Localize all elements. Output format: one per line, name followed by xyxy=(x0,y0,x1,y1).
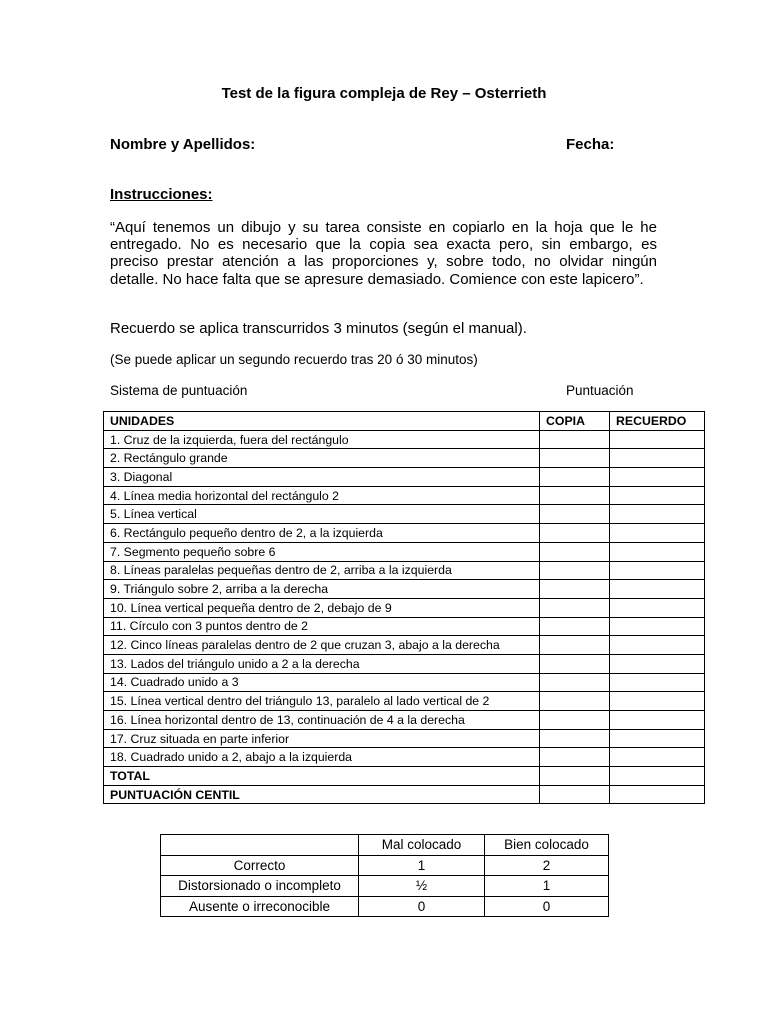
unit-label: 12. Cinco líneas paralelas dentro de 2 que cruzan 3, abajo a la derecha xyxy=(104,636,540,655)
table-row xyxy=(104,654,705,673)
table-row xyxy=(104,449,705,468)
legend-header-row xyxy=(161,835,609,856)
recall-cell[interactable] xyxy=(610,711,705,730)
recall-cell[interactable] xyxy=(610,468,705,487)
copy-cell[interactable] xyxy=(540,598,610,617)
table-row xyxy=(161,855,609,876)
recall-cell[interactable] xyxy=(610,598,705,617)
unit-label: 9. Triángulo sobre 2, arriba a la derecha xyxy=(104,580,540,599)
table-row xyxy=(104,729,705,748)
recall-total-cell[interactable] xyxy=(610,767,705,786)
total-row xyxy=(104,767,705,786)
name-label: Nombre y Apellidos: xyxy=(110,136,256,153)
table-row xyxy=(104,468,705,487)
recall-cell[interactable] xyxy=(610,505,705,524)
copy-cell[interactable] xyxy=(540,542,610,561)
unit-label: 8. Líneas paralelas pequeñas dentro de 2, arriba a la izquierda xyxy=(104,561,540,580)
table-row xyxy=(161,876,609,897)
legend-corner-cell xyxy=(161,835,359,856)
recall-centile-cell[interactable] xyxy=(610,785,705,804)
recall-cell[interactable] xyxy=(610,729,705,748)
copy-cell[interactable] xyxy=(540,654,610,673)
table-row xyxy=(104,617,705,636)
units-header: UNIDADES xyxy=(104,412,540,431)
table-row xyxy=(104,580,705,599)
centile-row xyxy=(104,785,705,804)
units-header-row xyxy=(104,412,705,431)
unit-label: 17. Cruz situada en parte inferior xyxy=(104,729,540,748)
copy-cell[interactable] xyxy=(540,580,610,599)
date-label: Fecha: xyxy=(566,136,615,153)
recall-cell[interactable] xyxy=(610,486,705,505)
well-placed-header: Bien colocado xyxy=(485,835,609,856)
instructions-heading: Instrucciones: xyxy=(110,186,213,203)
copy-cell[interactable] xyxy=(540,505,610,524)
misplaced-header: Mal colocado xyxy=(359,835,485,856)
recall-cell[interactable] xyxy=(610,542,705,561)
unit-label: 16. Línea horizontal dentro de 13, continuación de 4 a la derecha xyxy=(104,711,540,730)
copy-total-cell[interactable] xyxy=(540,767,610,786)
recall-cell[interactable] xyxy=(610,524,705,543)
copy-cell[interactable] xyxy=(540,449,610,468)
copy-cell[interactable] xyxy=(540,617,610,636)
total-label: TOTAL xyxy=(104,767,540,786)
unit-label: 6. Rectángulo pequeño dentro de 2, a la izquierda xyxy=(104,524,540,543)
legend-bien-value: 1 xyxy=(485,876,609,897)
page-title: Test de la figura compleja de Rey – Osterrieth xyxy=(221,85,547,102)
table-row xyxy=(104,430,705,449)
table-row xyxy=(104,711,705,730)
unit-label: 3. Diagonal xyxy=(104,468,540,487)
table-row xyxy=(161,896,609,917)
centile-label: PUNTUACIÓN CENTIL xyxy=(104,785,540,804)
unit-label: 15. Línea vertical dentro del triángulo 13, paralelo al lado vertical de 2 xyxy=(104,692,540,711)
recall-cell[interactable] xyxy=(610,430,705,449)
unit-label: 14. Cuadrado unido a 3 xyxy=(104,673,540,692)
legend-mal-value: 1 xyxy=(359,855,485,876)
legend-label: Correcto xyxy=(161,855,359,876)
copy-cell[interactable] xyxy=(540,692,610,711)
scoring-label: Puntuación xyxy=(566,383,634,398)
legend-bien-value: 0 xyxy=(485,896,609,917)
scoring-legend-table xyxy=(160,834,609,917)
legend-label: Ausente o irreconocible xyxy=(161,896,359,917)
table-row xyxy=(104,542,705,561)
legend-mal-value: ½ xyxy=(359,876,485,897)
recall-note: (Se puede aplicar un segundo recuerdo tras 20 ó 30 minutos) xyxy=(110,352,478,367)
table-row xyxy=(104,748,705,767)
recall-cell[interactable] xyxy=(610,561,705,580)
copy-cell[interactable] xyxy=(540,524,610,543)
legend-label: Distorsionado o incompleto xyxy=(161,876,359,897)
legend-bien-value: 2 xyxy=(485,855,609,876)
unit-label: 4. Línea media horizontal del rectángulo 2 xyxy=(104,486,540,505)
table-row xyxy=(104,692,705,711)
legend-mal-value: 0 xyxy=(359,896,485,917)
copy-cell[interactable] xyxy=(540,729,610,748)
copy-cell[interactable] xyxy=(540,673,610,692)
recall-header: RECUERDO xyxy=(610,412,705,431)
recall-text: Recuerdo se aplica transcurridos 3 minutos (según el manual). xyxy=(110,320,527,337)
unit-label: 2. Rectángulo grande xyxy=(104,449,540,468)
recall-cell[interactable] xyxy=(610,636,705,655)
copy-centile-cell[interactable] xyxy=(540,785,610,804)
unit-label: 10. Línea vertical pequeña dentro de 2, debajo de 9 xyxy=(104,598,540,617)
copy-cell[interactable] xyxy=(540,561,610,580)
unit-label: 1. Cruz de la izquierda, fuera del rectángulo xyxy=(104,430,540,449)
unit-label: 5. Línea vertical xyxy=(104,505,540,524)
recall-cell[interactable] xyxy=(610,617,705,636)
copy-cell[interactable] xyxy=(540,711,610,730)
copy-cell[interactable] xyxy=(540,636,610,655)
recall-cell[interactable] xyxy=(610,449,705,468)
copy-cell[interactable] xyxy=(540,486,610,505)
table-row xyxy=(104,598,705,617)
recall-cell[interactable] xyxy=(610,580,705,599)
recall-cell[interactable] xyxy=(610,748,705,767)
table-row xyxy=(104,636,705,655)
copy-cell[interactable] xyxy=(540,468,610,487)
unit-label: 11. Círculo con 3 puntos dentro de 2 xyxy=(104,617,540,636)
table-row xyxy=(104,524,705,543)
copy-cell[interactable] xyxy=(540,748,610,767)
unit-label: 7. Segmento pequeño sobre 6 xyxy=(104,542,540,561)
scoring-system-label: Sistema de puntuación xyxy=(110,383,248,398)
units-table xyxy=(103,411,705,804)
table-row xyxy=(104,673,705,692)
table-row xyxy=(104,561,705,580)
copy-cell[interactable] xyxy=(540,430,610,449)
recall-cell[interactable] xyxy=(610,692,705,711)
unit-label: 18. Cuadrado unido a 2, abajo a la izquierda xyxy=(104,748,540,767)
table-row xyxy=(104,486,705,505)
recall-cell[interactable] xyxy=(610,673,705,692)
copy-header: COPIA xyxy=(540,412,610,431)
instructions-text: “Aquí tenemos un dibujo y su tarea consiste en copiarlo en la hoja que le he entregado. No es necesario que la copia sea exacta pero, sin embargo, es preciso prestar atención a las proporciones y, sobre todo, no olvidar ningún detalle. No hace falta que se apresure demasiado. Comience con este lapicero”. xyxy=(110,219,657,288)
recall-cell[interactable] xyxy=(610,654,705,673)
unit-label: 13. Lados del triángulo unido a 2 a la derecha xyxy=(104,654,540,673)
table-row xyxy=(104,505,705,524)
